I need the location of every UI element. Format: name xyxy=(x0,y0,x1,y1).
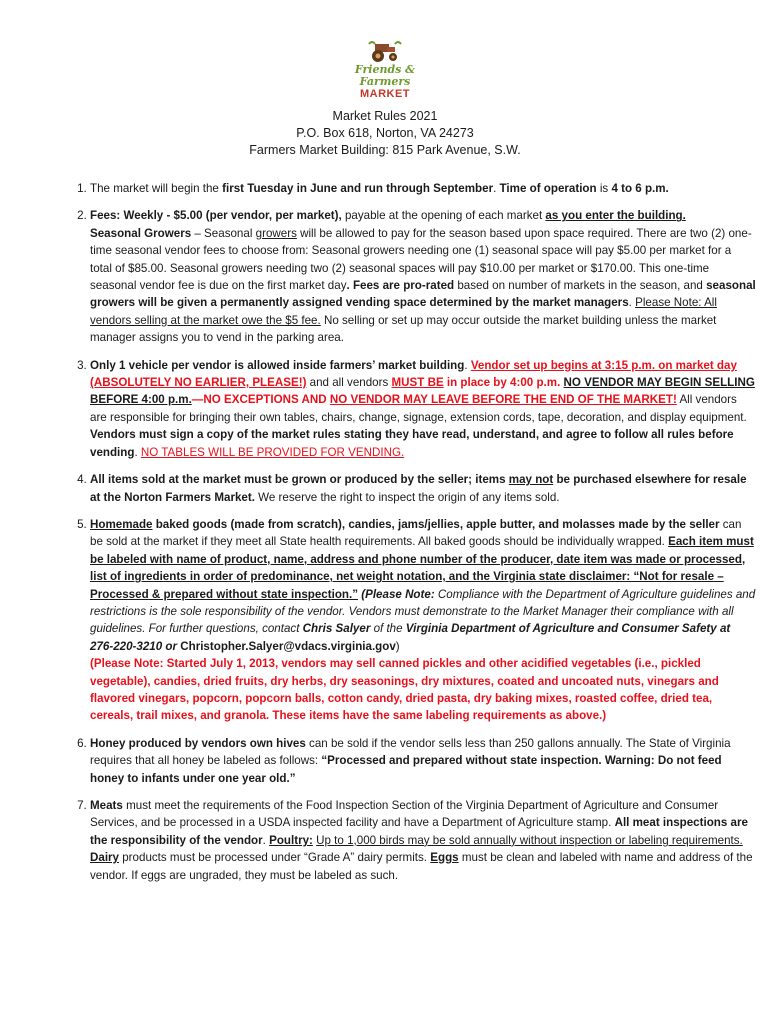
rule-text-run: (Please Note: Started July 1, 2013, vendors may sell canned pickles and other acidified vegetables (i.e., pickled vegetable), candies, dried fruits, dry herbs, dry seasonings, dry mixtures, coated and uncoated nuts, vinegars and flavored vinegars, popcorn, popcorn balls, cotton candy, dried pasta, dry baking mixes, roasted coffee, dried tea, cereals, trail mixes, and granola. These items have the same labeling requirements as above.) xyxy=(90,657,719,723)
rule-text-run: MUST BE xyxy=(391,376,444,390)
rule-text-run: Fees: Weekly - $5.00 (per vendor, per market), xyxy=(90,209,342,223)
rule-text-run: must meet the requirements of the Food Inspection Section of the Virginia Department of Agriculture and Consumer Services, and be processed in a USDA inspected facility and have a Department of Agriculture stamp. xyxy=(90,799,719,830)
rule-text-run: ) xyxy=(395,639,400,653)
rule-text-run: – Seasonal xyxy=(191,226,256,240)
rule-text-run: is xyxy=(596,182,612,195)
rule-text-run: Only 1 vehicle per vendor is allowed inside farmers’ market building xyxy=(90,358,465,372)
rule-text-run: as you enter the building. xyxy=(545,209,686,223)
rule-text-run: can be sold at the market if they meet all State health requirements. All baked goods should be individually wrapped. xyxy=(90,517,742,549)
rule-text-run: . xyxy=(493,182,500,195)
rule-text-run: Meats xyxy=(90,799,123,812)
rule-text-run: Virginia Department of Agriculture and Consumer Safety at 276-220-3210 or xyxy=(90,622,731,653)
rule-text-run: All meat inspections are the responsibility of the vendor xyxy=(90,816,748,847)
rule-text-run: Chris Salyer xyxy=(302,622,371,636)
rule-text-run: All vendors are responsible for bringing their own tables, chairs, change, signage, extension cords, tape, decoration, and display equipment. xyxy=(90,393,747,424)
rule-text-run: Dairy xyxy=(90,851,120,865)
rule-text-run: must be clean and labeled with name and address of the vendor. If eggs are ungraded, they must be labeled as such. xyxy=(90,851,753,882)
rule-text-run: . xyxy=(134,445,141,459)
farm-tractor-icon xyxy=(365,40,405,64)
rule-text-run: can be sold if the vendor sells less than 250 gallons annually. The State of Virginia requires that all honey be labeled as follows: xyxy=(90,736,731,768)
rule-text-run: NO VENDOR MAY LEAVE BEFORE THE END OF THE MARKET! xyxy=(329,393,677,407)
rule-text-run: be purchased elsewhere for resale at the Norton Farmers Market. xyxy=(90,473,747,504)
rule-text-run: No selling or set up may occur outside the market building unless the market manager assigns you to vend in the parking area. xyxy=(90,313,717,345)
rule-text-run: growers xyxy=(255,226,297,240)
rule-text-run: in place by 4:00 p.m. xyxy=(443,376,561,390)
rule-4-items xyxy=(90,471,756,506)
rule-text-run: and all vendors xyxy=(306,376,392,390)
rule-text-run: 4 to 6 p.m. xyxy=(611,182,669,195)
rule-text-run: We reserve the right to inspect the origin of any items sold. xyxy=(254,490,560,504)
rule-text-run: products must be processed under “Grade A” dairy permits. xyxy=(119,851,431,865)
logo-text-market: MARKET xyxy=(359,88,411,100)
rule-text-run: Poultry: xyxy=(269,833,313,847)
rule-text-run: “Processed and prepared without state inspection. Warning: Do not feed honey to infants under one year old.” xyxy=(90,754,722,785)
rule-text-run: . xyxy=(628,296,636,310)
rule-text-run: . xyxy=(262,833,270,847)
rule-text-run: NO VENDOR MAY BEGIN SELLING BEFORE 4:00 p.m. xyxy=(90,376,755,407)
rule-text-run: based on number of markets in the season, and xyxy=(454,279,707,293)
vdacs-email-link[interactable]: Christopher.Salyer@vdacs.virginia.gov xyxy=(177,639,396,653)
rule-7-meats xyxy=(90,797,756,884)
rule-text-run: Vendor set up begins at 3:15 p.m. on market day (ABSOLUTELY NO EARLIER, PLEASE!) xyxy=(90,358,737,390)
document-title: Market Rules 2021 xyxy=(332,109,438,123)
market-building-address: Farmers Market Building: 815 Park Avenue, S.W. xyxy=(249,143,521,157)
rule-text-run: Up to 1,000 birds may be sold annually without inspection or labeling requirements. xyxy=(316,833,743,847)
rule-text-run: Compliance with the Department of Agriculture guidelines and restrictions is the sole responsibility of the vendor. Vendors must demonstrate to the Market Manager their compliance with all guidelines. For further questions, contact xyxy=(90,587,756,636)
rule-text-run: Eggs xyxy=(430,851,459,865)
rule-text-run: Vendors must sign a copy of the market rules stating they have read, understand, and agree to follow all rules before vending xyxy=(90,428,734,459)
rule-text-run: will be allowed to pay for the season based upon space required. There are two (2) one-time seasonal vendor fees to choose from: Seasonal growers needing one (1) seasonal space will pay $5.00 per market for a total of $85.00. Seasonal growers needing two (2) seasonal spaces will pay $10.00 per market or $170.00. This one-time seasonal vendor fee is due on the first market day xyxy=(90,226,752,293)
rule-text-run: . xyxy=(464,358,471,372)
rule-text-run: Honey produced by vendors own hives xyxy=(90,736,306,750)
rule-5-homemade xyxy=(90,516,756,725)
rule-6-honey xyxy=(90,735,756,787)
rule-text-run: seller xyxy=(689,517,720,531)
rule-3-vehicles xyxy=(90,357,756,461)
rule-text-run: Please Note: All vendors selling at the market owe the $5 fee. xyxy=(90,296,717,327)
po-box-address: P.O. Box 618, Norton, VA 24273 xyxy=(296,126,474,140)
market-logo xyxy=(330,40,440,100)
rule-text-run: payable at the opening of each market xyxy=(341,209,546,223)
rule-1 xyxy=(90,180,756,197)
rule-text-run: of the xyxy=(370,622,406,636)
rules-list xyxy=(60,180,756,894)
rule-text-run: Time of operation xyxy=(499,182,597,195)
rule-text-run: Seasonal Growers xyxy=(90,226,192,240)
rule-text-run: The market will begin the xyxy=(90,182,223,195)
rule-text-run: . Fees are pro-rated xyxy=(346,279,455,293)
rule-text-run: may not xyxy=(508,473,554,487)
rule-text-run: Each item must be labeled with name of product, name, address and phone number of the producer, date item was made or processed, list of ingredients in order of predominance, net weight notation, and the Virginia state disclaimer: “Not for resale – Processed & prepared without state inspection.” xyxy=(90,535,754,601)
rule-2-fees xyxy=(90,207,756,346)
rule-text-run: (Please Note: xyxy=(358,587,435,601)
rule-text-run: first Tuesday in June and run through September xyxy=(222,182,494,195)
rule-text-run: NO TABLES WILL BE PROVIDED FOR VENDING. xyxy=(140,445,405,459)
rule-text-run: seasonal growers will be given a permanently assigned vending space determined by the market managers xyxy=(90,279,756,310)
rule-text-run: All items sold at the market must be grown or produced by the seller; items xyxy=(90,473,509,487)
rule-text-run: Homemade xyxy=(90,517,153,531)
rule-text-run: —NO EXCEPTIONS AND xyxy=(191,393,330,407)
document-header xyxy=(0,108,770,159)
logo-text-friends: Friends & Farmers xyxy=(354,63,416,88)
rule-text-run: baked goods (made from scratch), candies, jams/jellies, apple butter, and molasses made by the xyxy=(152,517,690,531)
